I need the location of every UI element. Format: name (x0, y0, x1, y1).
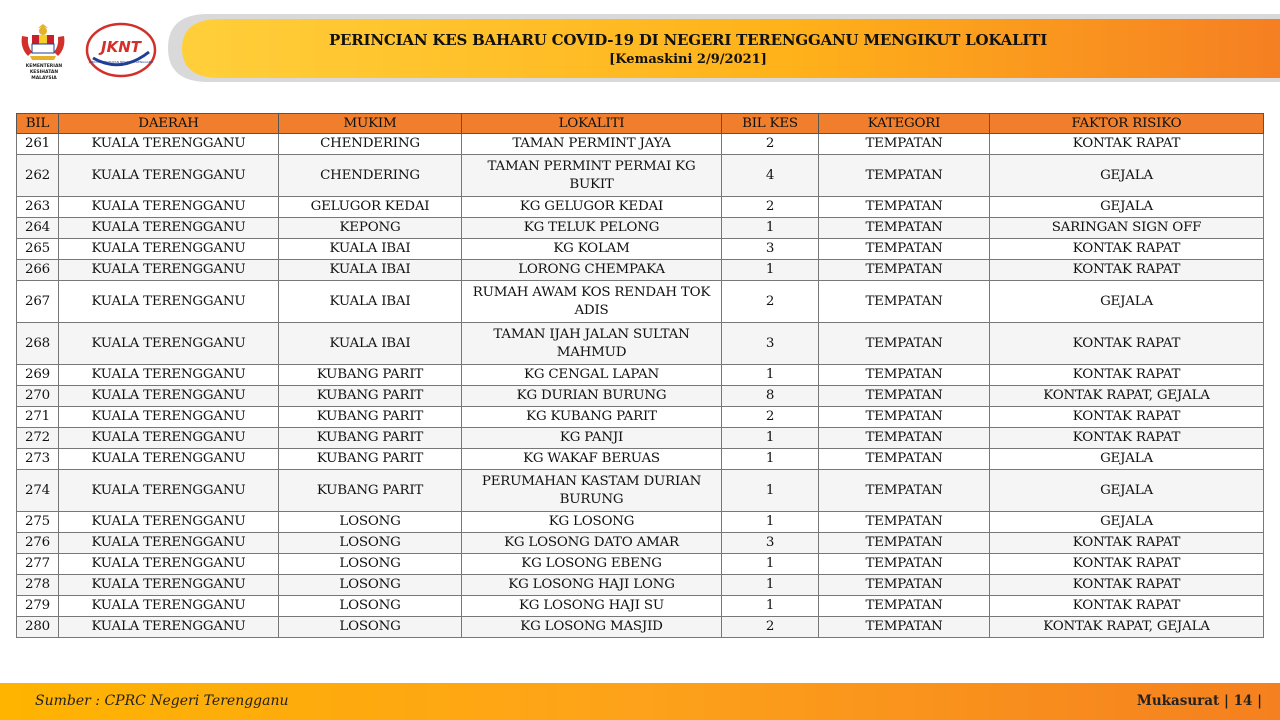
cell-bil: 271 (17, 407, 59, 428)
cell-faktor-risiko: KONTAK RAPAT (990, 428, 1264, 449)
table-row (17, 617, 1264, 638)
cases-table (16, 113, 1264, 638)
cell-daerah: KUALA TERENGGANU (59, 596, 279, 617)
page-title: PERINCIAN KES BAHARU COVID-19 DI NEGERI TERENGGANU MENGIKUT LOKALITI (328, 31, 1048, 49)
cell-faktor-risiko: KONTAK RAPAT, GEJALA (990, 617, 1264, 638)
cell-daerah: KUALA TERENGGANU (59, 533, 279, 554)
cell-daerah: KUALA TERENGGANU (59, 449, 279, 470)
table-row (17, 428, 1264, 449)
table-row (17, 197, 1264, 218)
cell-faktor-risiko: KONTAK RAPAT (990, 407, 1264, 428)
ministry-of-health-logo (12, 22, 76, 84)
jknt-logo-subtext: JABATAN KESIHATAN NEGERI TERENGGANU (88, 60, 154, 64)
col-header-lokaliti: LOKALITI (462, 114, 722, 134)
table-row (17, 365, 1264, 386)
table-row (17, 260, 1264, 281)
cell-lokaliti: KG LOSONG HAJI SU (462, 596, 722, 617)
cell-lokaliti: TAMAN PERMINT JAYA (462, 134, 722, 155)
cell-bil: 261 (17, 134, 59, 155)
cell-daerah: KUALA TERENGGANU (59, 134, 279, 155)
cell-bil-kes: 3 (722, 323, 819, 365)
cell-lokaliti: PERUMAHAN KASTAM DURIAN BURUNG (462, 470, 722, 512)
title-banner (168, 14, 1280, 82)
table-row (17, 218, 1264, 239)
cell-lokaliti: KG LOSONG (462, 512, 722, 533)
cell-mukim: LOSONG (279, 512, 462, 533)
footer-bar (0, 683, 1280, 720)
table-row (17, 554, 1264, 575)
cell-kategori: TEMPATAN (819, 386, 990, 407)
cell-bil-kes: 1 (722, 428, 819, 449)
table-row (17, 323, 1264, 365)
cell-bil-kes: 1 (722, 365, 819, 386)
cell-bil: 270 (17, 386, 59, 407)
col-header-mukim: MUKIM (279, 114, 462, 134)
cell-bil: 278 (17, 575, 59, 596)
cell-daerah: KUALA TERENGGANU (59, 386, 279, 407)
cell-bil-kes: 1 (722, 575, 819, 596)
cell-bil: 280 (17, 617, 59, 638)
cell-mukim: LOSONG (279, 575, 462, 596)
cell-kategori: TEMPATAN (819, 512, 990, 533)
cell-bil: 274 (17, 470, 59, 512)
cell-bil-kes: 2 (722, 281, 819, 323)
cell-bil-kes: 1 (722, 596, 819, 617)
jknt-logo (85, 22, 157, 78)
cell-faktor-risiko: KONTAK RAPAT (990, 323, 1264, 365)
cell-mukim: KUBANG PARIT (279, 407, 462, 428)
cell-daerah: KUALA TERENGGANU (59, 470, 279, 512)
cell-lokaliti: KG KUBANG PARIT (462, 407, 722, 428)
cell-faktor-risiko: GEJALA (990, 512, 1264, 533)
cell-daerah: KUALA TERENGGANU (59, 554, 279, 575)
cell-bil-kes: 4 (722, 155, 819, 197)
cell-daerah: KUALA TERENGGANU (59, 365, 279, 386)
cell-daerah: KUALA TERENGGANU (59, 239, 279, 260)
cell-faktor-risiko: GEJALA (990, 281, 1264, 323)
cell-kategori: TEMPATAN (819, 533, 990, 554)
cell-faktor-risiko: KONTAK RAPAT (990, 596, 1264, 617)
cell-bil: 269 (17, 365, 59, 386)
cell-bil: 276 (17, 533, 59, 554)
cell-bil-kes: 1 (722, 554, 819, 575)
table-row (17, 449, 1264, 470)
cell-bil-kes: 1 (722, 260, 819, 281)
jknt-logo-text: JKNT (101, 38, 141, 56)
table-row (17, 407, 1264, 428)
cell-bil: 262 (17, 155, 59, 197)
table-row (17, 533, 1264, 554)
cell-mukim: KUALA IBAI (279, 323, 462, 365)
cell-lokaliti: RUMAH AWAM KOS RENDAH TOK ADIS (462, 281, 722, 323)
cell-mukim: KUALA IBAI (279, 281, 462, 323)
cell-lokaliti: KG LOSONG MASJID (462, 617, 722, 638)
cell-lokaliti: KG DURIAN BURUNG (462, 386, 722, 407)
cell-mukim: KUBANG PARIT (279, 428, 462, 449)
cell-bil: 272 (17, 428, 59, 449)
cell-daerah: KUALA TERENGGANU (59, 407, 279, 428)
cell-mukim: CHENDERING (279, 134, 462, 155)
ministry-caption-line1: KEMENTERIAN KESIHATAN (25, 64, 63, 75)
cell-faktor-risiko: GEJALA (990, 155, 1264, 197)
cell-bil: 267 (17, 281, 59, 323)
table-row (17, 281, 1264, 323)
cell-daerah: KUALA TERENGGANU (59, 575, 279, 596)
cell-faktor-risiko: KONTAK RAPAT (990, 575, 1264, 596)
cell-lokaliti: TAMAN PERMINT PERMAI KG BUKIT (462, 155, 722, 197)
cell-mukim: LOSONG (279, 533, 462, 554)
cell-bil-kes: 3 (722, 533, 819, 554)
col-header-bil-kes: BIL KES (722, 114, 819, 134)
cell-mukim: KUALA IBAI (279, 260, 462, 281)
cell-mukim: KEPONG (279, 218, 462, 239)
cell-bil-kes: 8 (722, 386, 819, 407)
cell-faktor-risiko: KONTAK RAPAT (990, 533, 1264, 554)
cell-mukim: LOSONG (279, 596, 462, 617)
cell-daerah: KUALA TERENGGANU (59, 155, 279, 197)
cell-kategori: TEMPATAN (819, 365, 990, 386)
cell-bil: 266 (17, 260, 59, 281)
cell-lokaliti: KG GELUGOR KEDAI (462, 197, 722, 218)
cell-kategori: TEMPATAN (819, 428, 990, 449)
cell-kategori: TEMPATAN (819, 218, 990, 239)
cell-mukim: KUBANG PARIT (279, 365, 462, 386)
cell-daerah: KUALA TERENGGANU (59, 260, 279, 281)
cell-faktor-risiko: SARINGAN SIGN OFF (990, 218, 1264, 239)
cell-lokaliti: TAMAN IJAH JALAN SULTAN MAHMUD (462, 323, 722, 365)
cell-kategori: TEMPATAN (819, 155, 990, 197)
cell-daerah: KUALA TERENGGANU (59, 218, 279, 239)
cell-daerah: KUALA TERENGGANU (59, 323, 279, 365)
cell-bil-kes: 2 (722, 617, 819, 638)
page-number: Mukasurat | 14 | (1136, 693, 1262, 709)
cell-bil-kes: 2 (722, 197, 819, 218)
cell-daerah: KUALA TERENGGANU (59, 617, 279, 638)
cell-kategori: TEMPATAN (819, 197, 990, 218)
cell-lokaliti: KG LOSONG HAJI LONG (462, 575, 722, 596)
table-row (17, 134, 1264, 155)
cell-kategori: TEMPATAN (819, 134, 990, 155)
cell-bil: 268 (17, 323, 59, 365)
cell-daerah: KUALA TERENGGANU (59, 512, 279, 533)
table-row (17, 386, 1264, 407)
cell-lokaliti: LORONG CHEMPAKA (462, 260, 722, 281)
ministry-caption (12, 64, 76, 82)
cell-bil-kes: 3 (722, 239, 819, 260)
cell-mukim: GELUGOR KEDAI (279, 197, 462, 218)
cell-faktor-risiko: GEJALA (990, 197, 1264, 218)
cell-bil-kes: 2 (722, 134, 819, 155)
cell-kategori: TEMPATAN (819, 596, 990, 617)
cell-bil: 263 (17, 197, 59, 218)
ministry-caption-line2: MALAYSIA (31, 76, 57, 81)
table-body (17, 134, 1264, 638)
coat-of-arms-icon (18, 22, 68, 62)
cell-kategori: TEMPATAN (819, 575, 990, 596)
cell-bil: 275 (17, 512, 59, 533)
cell-bil: 264 (17, 218, 59, 239)
cell-faktor-risiko: KONTAK RAPAT (990, 239, 1264, 260)
cell-faktor-risiko: KONTAK RAPAT (990, 554, 1264, 575)
cell-faktor-risiko: GEJALA (990, 449, 1264, 470)
cell-kategori: TEMPATAN (819, 470, 990, 512)
cell-daerah: KUALA TERENGGANU (59, 197, 279, 218)
table-row (17, 155, 1264, 197)
cell-kategori: TEMPATAN (819, 617, 990, 638)
cell-bil-kes: 1 (722, 218, 819, 239)
cell-bil: 265 (17, 239, 59, 260)
cell-bil-kes: 1 (722, 512, 819, 533)
cell-lokaliti: KG CENGAL LAPAN (462, 365, 722, 386)
cell-faktor-risiko: GEJALA (990, 470, 1264, 512)
source-note: Sumber : CPRC Negeri Terengganu (35, 693, 289, 709)
update-date: [Kemaskini 2/9/2021] (609, 52, 767, 67)
cell-faktor-risiko: KONTAK RAPAT (990, 134, 1264, 155)
table-row (17, 239, 1264, 260)
cell-bil: 273 (17, 449, 59, 470)
cell-mukim: KUBANG PARIT (279, 386, 462, 407)
table-row (17, 596, 1264, 617)
cell-bil: 277 (17, 554, 59, 575)
cell-lokaliti: KG LOSONG DATO AMAR (462, 533, 722, 554)
cell-kategori: TEMPATAN (819, 323, 990, 365)
col-header-daerah: DAERAH (59, 114, 279, 134)
col-header-kategori: KATEGORI (819, 114, 990, 134)
cell-mukim: KUBANG PARIT (279, 470, 462, 512)
col-header-bil: BIL (17, 114, 59, 134)
cell-lokaliti: KG LOSONG EBENG (462, 554, 722, 575)
cell-kategori: TEMPATAN (819, 260, 990, 281)
table-row (17, 470, 1264, 512)
cell-bil-kes: 1 (722, 449, 819, 470)
cell-kategori: TEMPATAN (819, 449, 990, 470)
cell-kategori: TEMPATAN (819, 281, 990, 323)
cell-faktor-risiko: KONTAK RAPAT (990, 260, 1264, 281)
table-header-row (17, 114, 1264, 134)
cell-lokaliti: KG KOLAM (462, 239, 722, 260)
cell-kategori: TEMPATAN (819, 554, 990, 575)
cell-mukim: CHENDERING (279, 155, 462, 197)
cell-kategori: TEMPATAN (819, 407, 990, 428)
cell-mukim: KUBANG PARIT (279, 449, 462, 470)
cell-mukim: LOSONG (279, 554, 462, 575)
table-row (17, 512, 1264, 533)
cell-mukim: KUALA IBAI (279, 239, 462, 260)
cell-daerah: KUALA TERENGGANU (59, 428, 279, 449)
cell-kategori: TEMPATAN (819, 239, 990, 260)
cell-lokaliti: KG WAKAF BERUAS (462, 449, 722, 470)
cell-bil: 279 (17, 596, 59, 617)
cell-bil-kes: 1 (722, 470, 819, 512)
cell-bil-kes: 2 (722, 407, 819, 428)
cell-faktor-risiko: KONTAK RAPAT (990, 365, 1264, 386)
cell-daerah: KUALA TERENGGANU (59, 281, 279, 323)
cell-lokaliti: KG PANJI (462, 428, 722, 449)
table-row (17, 575, 1264, 596)
cell-faktor-risiko: KONTAK RAPAT, GEJALA (990, 386, 1264, 407)
cell-lokaliti: KG TELUK PELONG (462, 218, 722, 239)
cell-mukim: LOSONG (279, 617, 462, 638)
col-header-faktor-risiko: FAKTOR RISIKO (990, 114, 1264, 134)
